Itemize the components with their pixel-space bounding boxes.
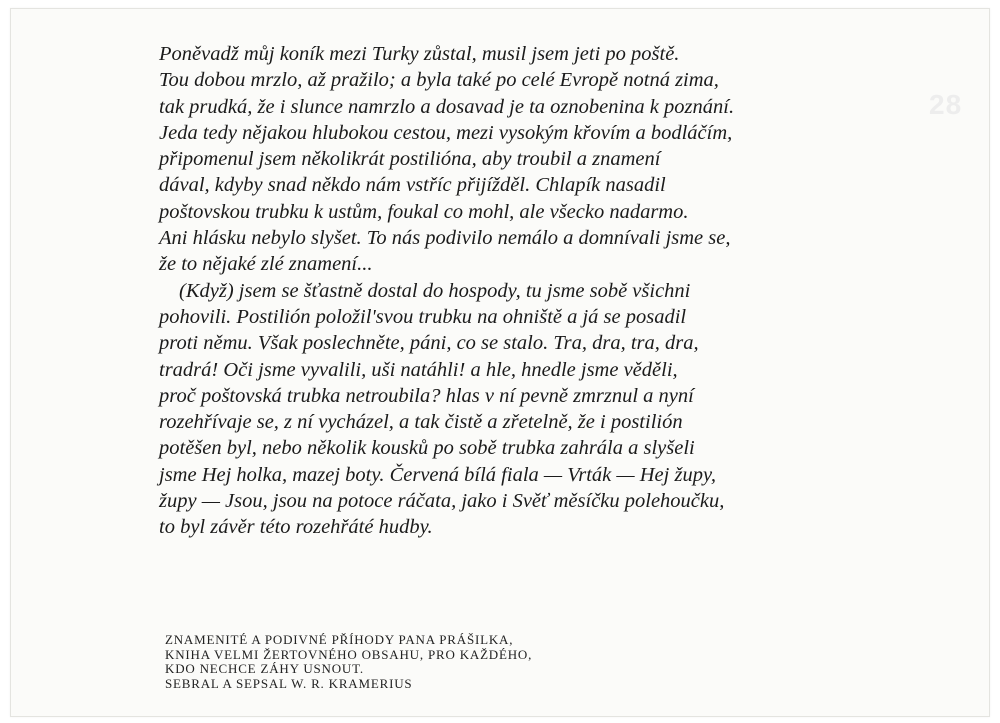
text-line: potěšen byl, nebo několik kousků po sobě trubka zahrála a slyšeli	[159, 437, 695, 460]
text-line: (Když) jsem se šťastně dostal do hospody, tu jsme sobě všichni	[179, 279, 691, 302]
paper-sheet	[10, 8, 990, 717]
text-line: že to nějaké zlé znamení...	[159, 253, 373, 276]
colophon-line: ZNAMENITÉ A PODIVNÉ PŘÍHODY PANA PRÁŠILKA,	[165, 632, 514, 647]
text-line: poštovskou trubku k ustům, foukal co mohl, ale všecko nadarmo.	[159, 200, 689, 223]
text-line: dával, kdyby snad někdo nám vstříc přijížděl. Chlapík nasadil	[159, 174, 666, 197]
background-mark: 28	[929, 89, 963, 120]
text-line: to byl závěr této rozehřáté hudby.	[159, 516, 433, 539]
text-line: proti němu. Však poslechněte, páni, co se stalo. Tra, dra, tra, dra,	[159, 332, 699, 355]
colophon-line: KDO NECHCE ZÁHY USNOUT.	[165, 661, 364, 676]
text-line: pohovili. Postilión položil'svou trubku na ohniště a já se posadil	[159, 305, 687, 328]
colophon-line: SEBRAL A SEPSAL W. R. KRAMERIUS	[165, 675, 413, 691]
book-colophon	[165, 633, 765, 691]
text-line: tak prudká, že i slunce namrzlo a dosavad je ta oznobenina k poznání.	[159, 95, 735, 118]
text-line: proč poštovská trubka netroubila? hlas v ní pevně zmrznul a nyní	[159, 384, 694, 407]
text-line: rozehřívaje se, z ní vycházel, a tak čistě a zřetelně, že i postilión	[159, 411, 683, 434]
text-line: připomenul jsem několikrát postilióna, aby troubil a znamení	[159, 148, 661, 171]
text-line: Tou dobou mrzlo, až pražilo; a byla také po celé Evropě notná zima,	[159, 69, 719, 92]
text-line: Ani hlásku nebylo slyšet. To nás podivilo nemálo a domnívali jsme se,	[159, 227, 731, 250]
text-line: župy — Jsou, jsou na potoce ráčata, jako i Svěť měsíčku polehoučku,	[159, 490, 725, 513]
text-line: Poněvadž můj koník mezi Turky zůstal, musil jsem jeti po poště.	[159, 43, 680, 65]
story-text	[159, 41, 919, 541]
text-line: Jeda tedy nějakou hlubokou cestou, mezi vysokým křovím a bodláčím,	[159, 121, 733, 144]
text-line: jsme Hej holka, mazej boty. Červená bílá fiala — Vrták — Hej župy,	[159, 463, 717, 486]
colophon-line: KNIHA VELMI ŽERTOVNÉHO OBSAHU, PRO KAŽDÉHO,	[165, 646, 533, 662]
text-line: tradrá! Oči jsme vyvalili, uši natáhli! a hle, hnedle jsme věděli,	[159, 358, 678, 381]
